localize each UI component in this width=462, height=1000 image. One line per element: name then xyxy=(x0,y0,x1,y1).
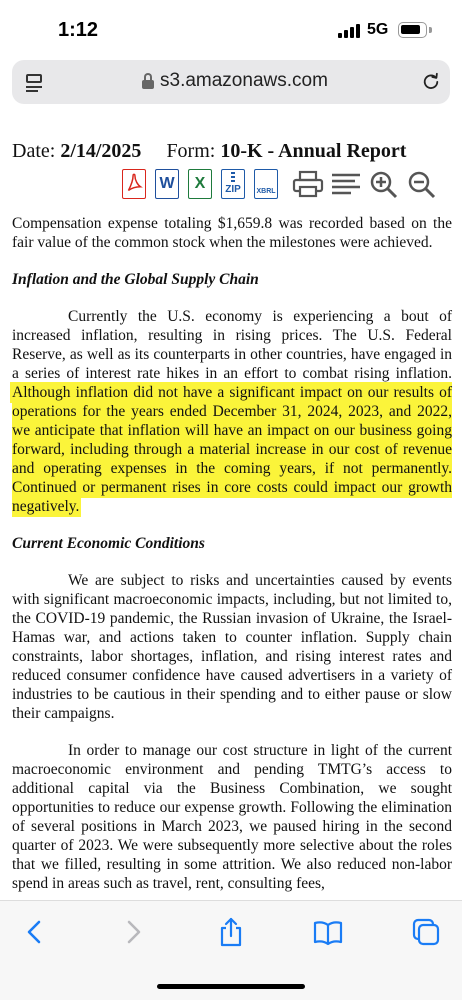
paragraph-compensation: Compensation expense totaling $1,659.8 was recorded based on the fair value of the common stock when the milestones were achieved. xyxy=(12,215,452,251)
form-label: Form: xyxy=(166,140,216,162)
forward-icon[interactable] xyxy=(118,917,148,947)
zoom-out-icon[interactable] xyxy=(405,169,439,199)
form-type: 10-K - Annual Report xyxy=(220,140,407,162)
home-indicator[interactable] xyxy=(157,984,305,989)
heading-economic-conditions: Current Economic Conditions xyxy=(12,535,205,552)
bookmarks-icon[interactable] xyxy=(313,917,343,947)
pdf-file-icon[interactable] xyxy=(122,169,146,199)
page-menu-icon[interactable] xyxy=(26,72,44,92)
status-bar xyxy=(0,0,462,58)
paragraph-inflation-text: Currently the U.S. economy is experiencing a bout of increased inflation, resulting in rising prices. The U.S. Federal Reserve, as well as its counterparts in other countries, have engaged in a series of interest rate hikes in an effort to combat rising inflation. xyxy=(12,308,452,382)
url-field[interactable] xyxy=(142,70,328,92)
tabs-icon[interactable] xyxy=(411,917,441,947)
paragraph-cost-structure: In order to manage our cost structure in light of the current macroeconomic environment and pending TMTG’s access to additional capital via the Business Combination, we sought opportunities to reduce our expense growth. Following the elimination of several positions in March 2023, we paused hiring in the second quarter of 2023. We were subsequently more selective about the roles that we filled, resulting in some attrition. We also reduced non-labor spend in areas such as travel, rent, consulting fees, xyxy=(12,742,452,892)
lock-icon xyxy=(142,73,154,89)
battery-icon xyxy=(398,22,427,38)
highlighted-text: Although inflation did not have a significant impact on our results of operations for the years ended December 31, 2024, 2023, and 2022, we anticipate that inflation will have an impact on our business going forward, including through a material increase in our cost of revenue and operating expenses in the coming years, if not permanently. Continued or permanent rises in core costs could impact our growth negatively. xyxy=(12,384,452,515)
paragraph-inflation xyxy=(12,307,452,516)
zip-file-icon[interactable]: ZIP xyxy=(221,169,245,199)
xbrl-file-icon[interactable]: XBRL xyxy=(254,169,278,199)
document-toolbar xyxy=(122,166,439,202)
network-type: 5G xyxy=(367,21,389,38)
outline-icon[interactable] xyxy=(329,169,363,199)
print-icon[interactable] xyxy=(291,169,325,199)
status-time: 1:12 xyxy=(58,19,99,41)
excel-file-icon[interactable]: X xyxy=(188,169,212,199)
share-icon[interactable] xyxy=(216,917,246,947)
filing-date: 2/14/2025 xyxy=(60,140,142,162)
document-body xyxy=(12,214,452,893)
reload-icon[interactable] xyxy=(422,72,440,90)
address-bar[interactable] xyxy=(12,60,450,104)
document-header xyxy=(12,140,406,163)
signal-strength-icon xyxy=(338,24,362,38)
word-file-icon[interactable]: W xyxy=(155,169,179,199)
back-icon[interactable] xyxy=(20,917,50,947)
date-label: Date: xyxy=(12,140,56,162)
url-text: s3.amazonaws.com xyxy=(160,70,328,91)
heading-inflation: Inflation and the Global Supply Chain xyxy=(12,271,259,288)
paragraph-economic-conditions: We are subject to risks and uncertainties caused by events with significant macroeconomic impacts, including, but not limited to, the COVID-19 pandemic, the Russian invasion of Ukraine, the Israel-Hamas war, and actions taken to counter inflation. Supply chain constraints, labor shortages, inflation, and rising interest rates and reduced consumer confidence have caused advertisers in a variety of industries to be cautious in their spending and to either pause or slow their campaigns. xyxy=(12,572,452,722)
battery-tip xyxy=(429,27,432,33)
zoom-in-icon[interactable] xyxy=(367,169,401,199)
